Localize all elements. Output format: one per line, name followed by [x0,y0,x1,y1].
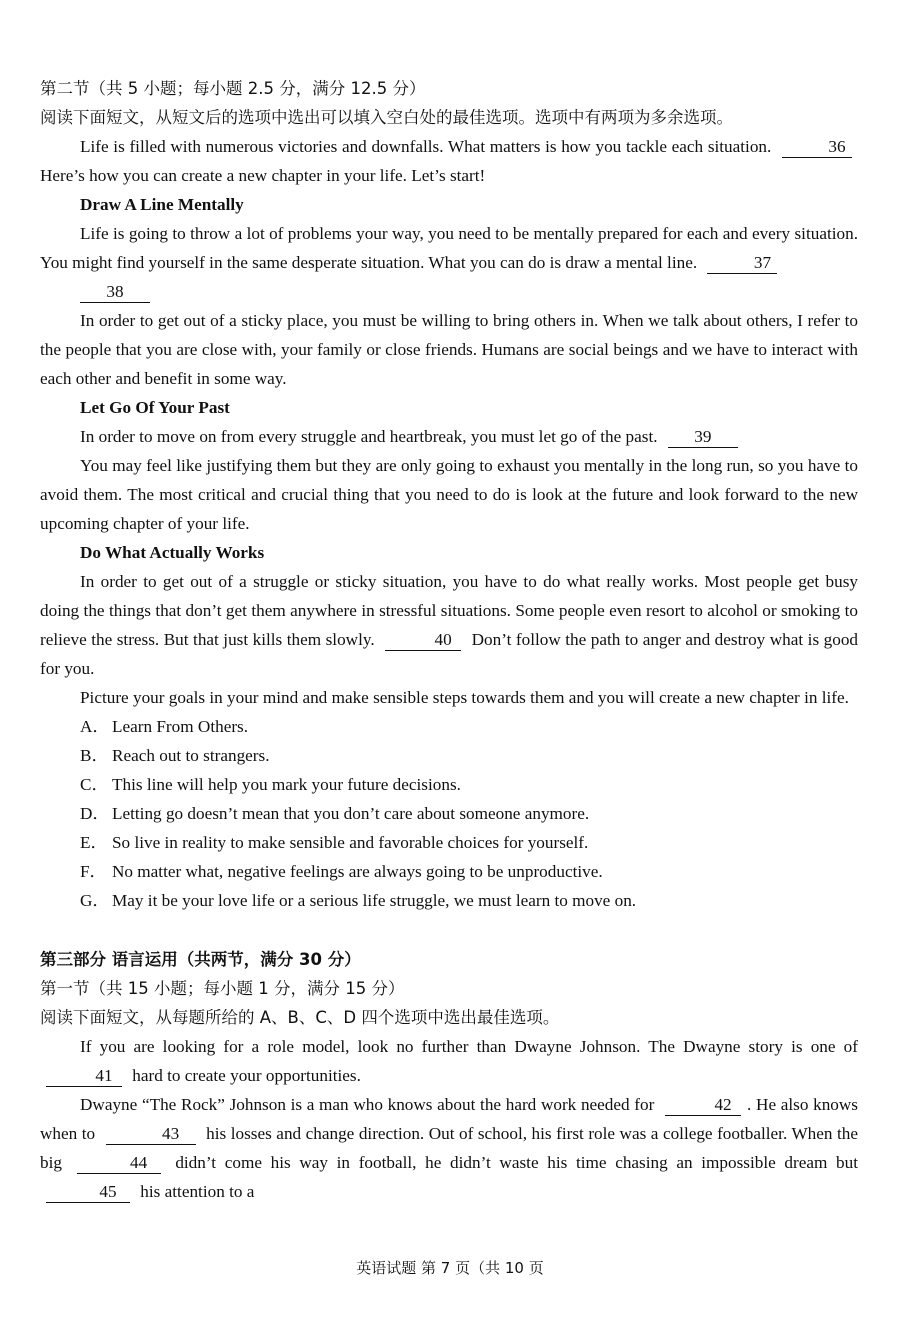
passage-paragraph-4: In order to move on from every struggle and heartbreak, you must let go of the past. 39 [40,422,858,451]
subsection-instruction: 阅读下面短文，从每题所给的 A、B、C、D 四个选项中选出最佳选项。 [40,1008,560,1027]
option-f[interactable]: F． No matter what, negative feelings are always going to be unproductive. [80,862,603,881]
blank-39[interactable]: 39 [668,427,738,448]
option-b[interactable]: B． Reach out to strangers. [80,746,270,765]
exam-page [40,74,858,1206]
blank-38-line [40,277,858,306]
passage-heading-2: Let Go Of Your Past [80,398,230,417]
passage-paragraph-3: In order to get out of a sticky place, you must be willing to bring others in. When we talk about others, I refer to the people that you are close with, your family or close friends. Humans are social beings and we have to interact with each other and benefit in some way. [40,311,858,388]
option-g[interactable]: G． May it be your love life or a serious life struggle, we must learn to move on. [80,891,637,910]
passage-paragraph-2: Life is going to throw a lot of problems your way, you need to be mentally prepared for each and every situation. You might find yourself in the same desperate situation. What you can do is draw a mental line. 37 [40,224,858,272]
page-footer: 英语试题 第 7 页（共 10 页 [356,1259,544,1277]
blank-37[interactable]: 37 [707,253,777,274]
option-e[interactable]: E． So live in reality to make sensible and favorable choices for yourself. [80,833,589,852]
cloze-paragraph-1: If you are looking for a role model, look no further than Dwayne Johnson. The Dwayne story is one of 41 hard to create your opportunities. [40,1032,858,1090]
passage-paragraph-5: You may feel like justifying them but they are only going to exhaust you mentally in the long run, so you have to avoid them. The most critical and crucial thing that you need to do is look at the future and look forward to the new upcoming chapter of your life. [40,456,858,533]
section-instruction: 阅读下面短文，从短文后的选项中选出可以填入空白处的最佳选项。选项中有两项为多余选项。 [40,108,733,127]
cloze-paragraph-2: Dwayne “The Rock” Johnson is a man who knows about the hard work needed for 42 . He also knows when to 43 his losses and change direction. Out of school, his first role was a college footballer. When the big 44 didn’t come his way in football, he didn’t waste his time chasing an impossible dream but 45 his attention to a [40,1095,859,1201]
option-a[interactable]: A． Learn From Others. [80,717,249,736]
blank-40[interactable]: 40 [385,630,461,651]
subsection-title: 第一节（共 15 小题；每小题 1 分，满分 15 分） [40,979,405,998]
blank-38[interactable]: 38 [80,282,150,303]
part-title: 第三部分 语言运用（共两节，满分 30 分） [40,950,361,969]
blank-45[interactable]: 45 [46,1182,130,1203]
passage-heading-1: Draw A Line Mentally [80,195,244,214]
blank-41[interactable]: 41 [46,1066,122,1087]
blank-42[interactable]: 42 [665,1095,741,1116]
passage-heading-3: Do What Actually Works [80,543,265,562]
blank-36[interactable]: 36 [782,137,852,158]
section-title: 第二节（共 5 小题；每小题 2.5 分，满分 12.5 分） [40,79,426,98]
option-d[interactable]: D． Letting go doesn’t mean that you don’t care about someone anymore. [80,804,590,823]
option-c[interactable]: C． This line will help you mark your future decisions. [80,775,461,794]
passage-paragraph-6: In order to get out of a struggle or sticky situation, you have to do what really works. Most people get busy doing the things that don’t get them anywhere in stressful situations. Some people even resort to alcohol or smoking to relieve the stress. But that just kills them slowly. 40 Don’t follow the path to anger and destroy what is good for you. [40,572,859,678]
passage-paragraph-1: Life is filled with numerous victories and downfalls. What matters is how you tackle each situation. 36 Here’s how you can create a new chapter in your life. Let’s start! [40,132,858,190]
blank-43[interactable]: 43 [106,1124,196,1145]
options-list [40,712,858,915]
passage-paragraph-7: Picture your goals in your mind and make sensible steps towards them and you will create a new chapter in life. [80,688,849,707]
blank-44[interactable]: 44 [77,1153,161,1174]
